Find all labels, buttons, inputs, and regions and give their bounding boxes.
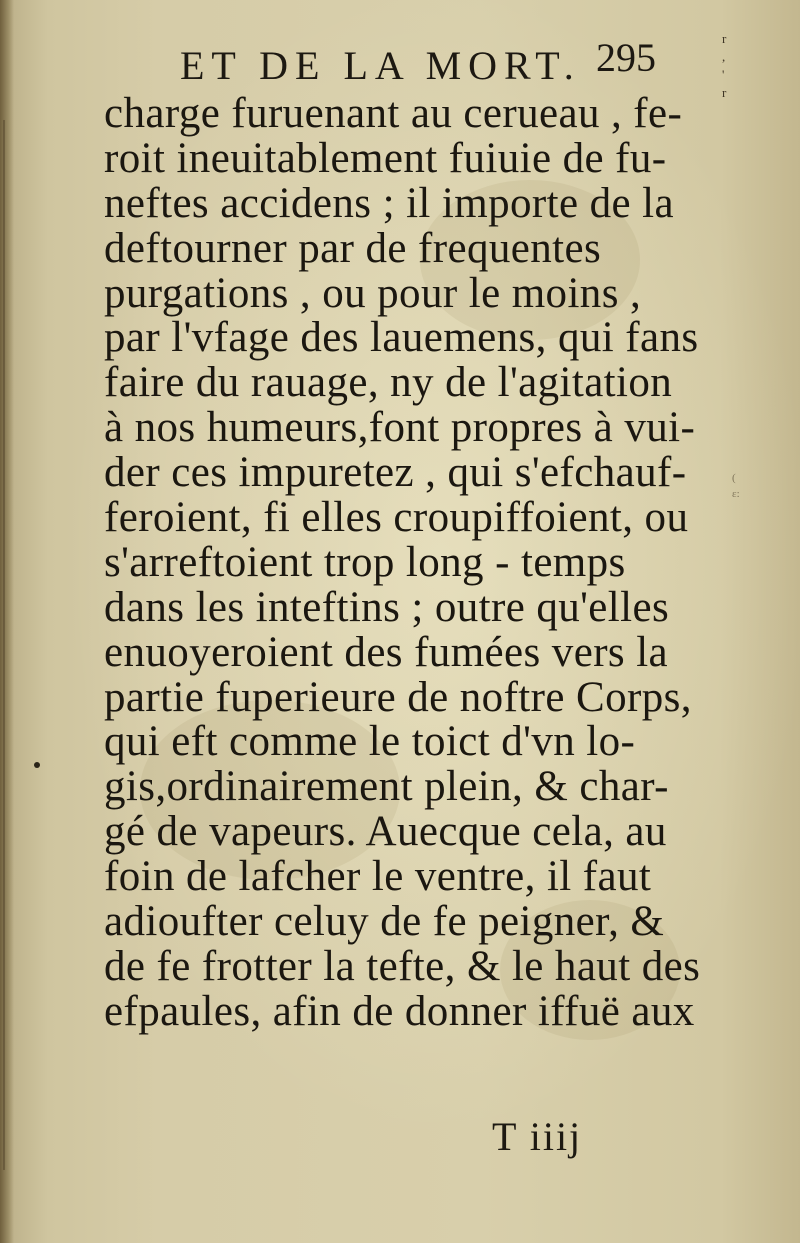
text-line: charge furuenant au cerueau , fe- (104, 90, 683, 137)
gutter-fold-line (3, 120, 5, 1170)
text-line: roit ineuitablement fuiuie de fu- (104, 134, 667, 182)
edge-glyph: ' (722, 67, 725, 82)
text-line: neftes accidens ; il importe de la (104, 179, 674, 227)
text-line: feroient, fi elles croupiffoient, ou (104, 494, 689, 542)
text-line: gé de vapeurs. Auecque cela, au (104, 808, 667, 856)
body-text (104, 92, 716, 1035)
text-line: par l'vfage des lauemens, qui fans (104, 314, 699, 362)
text-line: partie fuperieure de noftre Corps, (104, 673, 692, 721)
show-through-marks (732, 470, 772, 540)
text-line: à nos humeurs,font propres à vui- (104, 404, 696, 452)
page-gutter (0, 0, 14, 1243)
text-line: s'arreftoient trop long - temps (104, 538, 626, 586)
edge-glyph: r (722, 85, 727, 100)
text-line: dans les inteftins ; outre qu'elles (104, 583, 670, 631)
margin-dot (34, 762, 40, 768)
text-line: deftourner par de frequentes (104, 224, 602, 272)
text-line: enuoyeroient des fumées vers la (104, 628, 669, 676)
running-head: ET DE LA MORT. (180, 43, 581, 88)
text-line: purgations , ou pour le moins , (104, 269, 642, 317)
bleed-glyph: ( (732, 472, 736, 484)
text-line: der ces impuretez , qui s'efchauf- (104, 449, 687, 497)
edge-marks (722, 30, 752, 150)
signature-mark: T iiij (492, 1114, 583, 1159)
text-line: gis,ordinairement plein, & char- (104, 763, 669, 811)
text-line: efpaules, afin de donner iffuë aux (104, 987, 695, 1035)
text-line: adioufter celuy de fe peigner, & (104, 898, 665, 946)
text-line: de fe frotter la tefte, & le haut des (104, 942, 701, 990)
edge-glyph: r (722, 31, 727, 46)
text-line: qui eft comme le toict d'vn lo- (104, 718, 636, 766)
page-number: 295 (596, 35, 656, 80)
edge-glyph: , (722, 49, 726, 64)
bleed-glyph: ɛ: (732, 488, 740, 500)
text-line: foin de lafcher le ventre, il faut (104, 853, 652, 901)
text-line: faire du rauage, ny de l'agitation (104, 359, 673, 407)
